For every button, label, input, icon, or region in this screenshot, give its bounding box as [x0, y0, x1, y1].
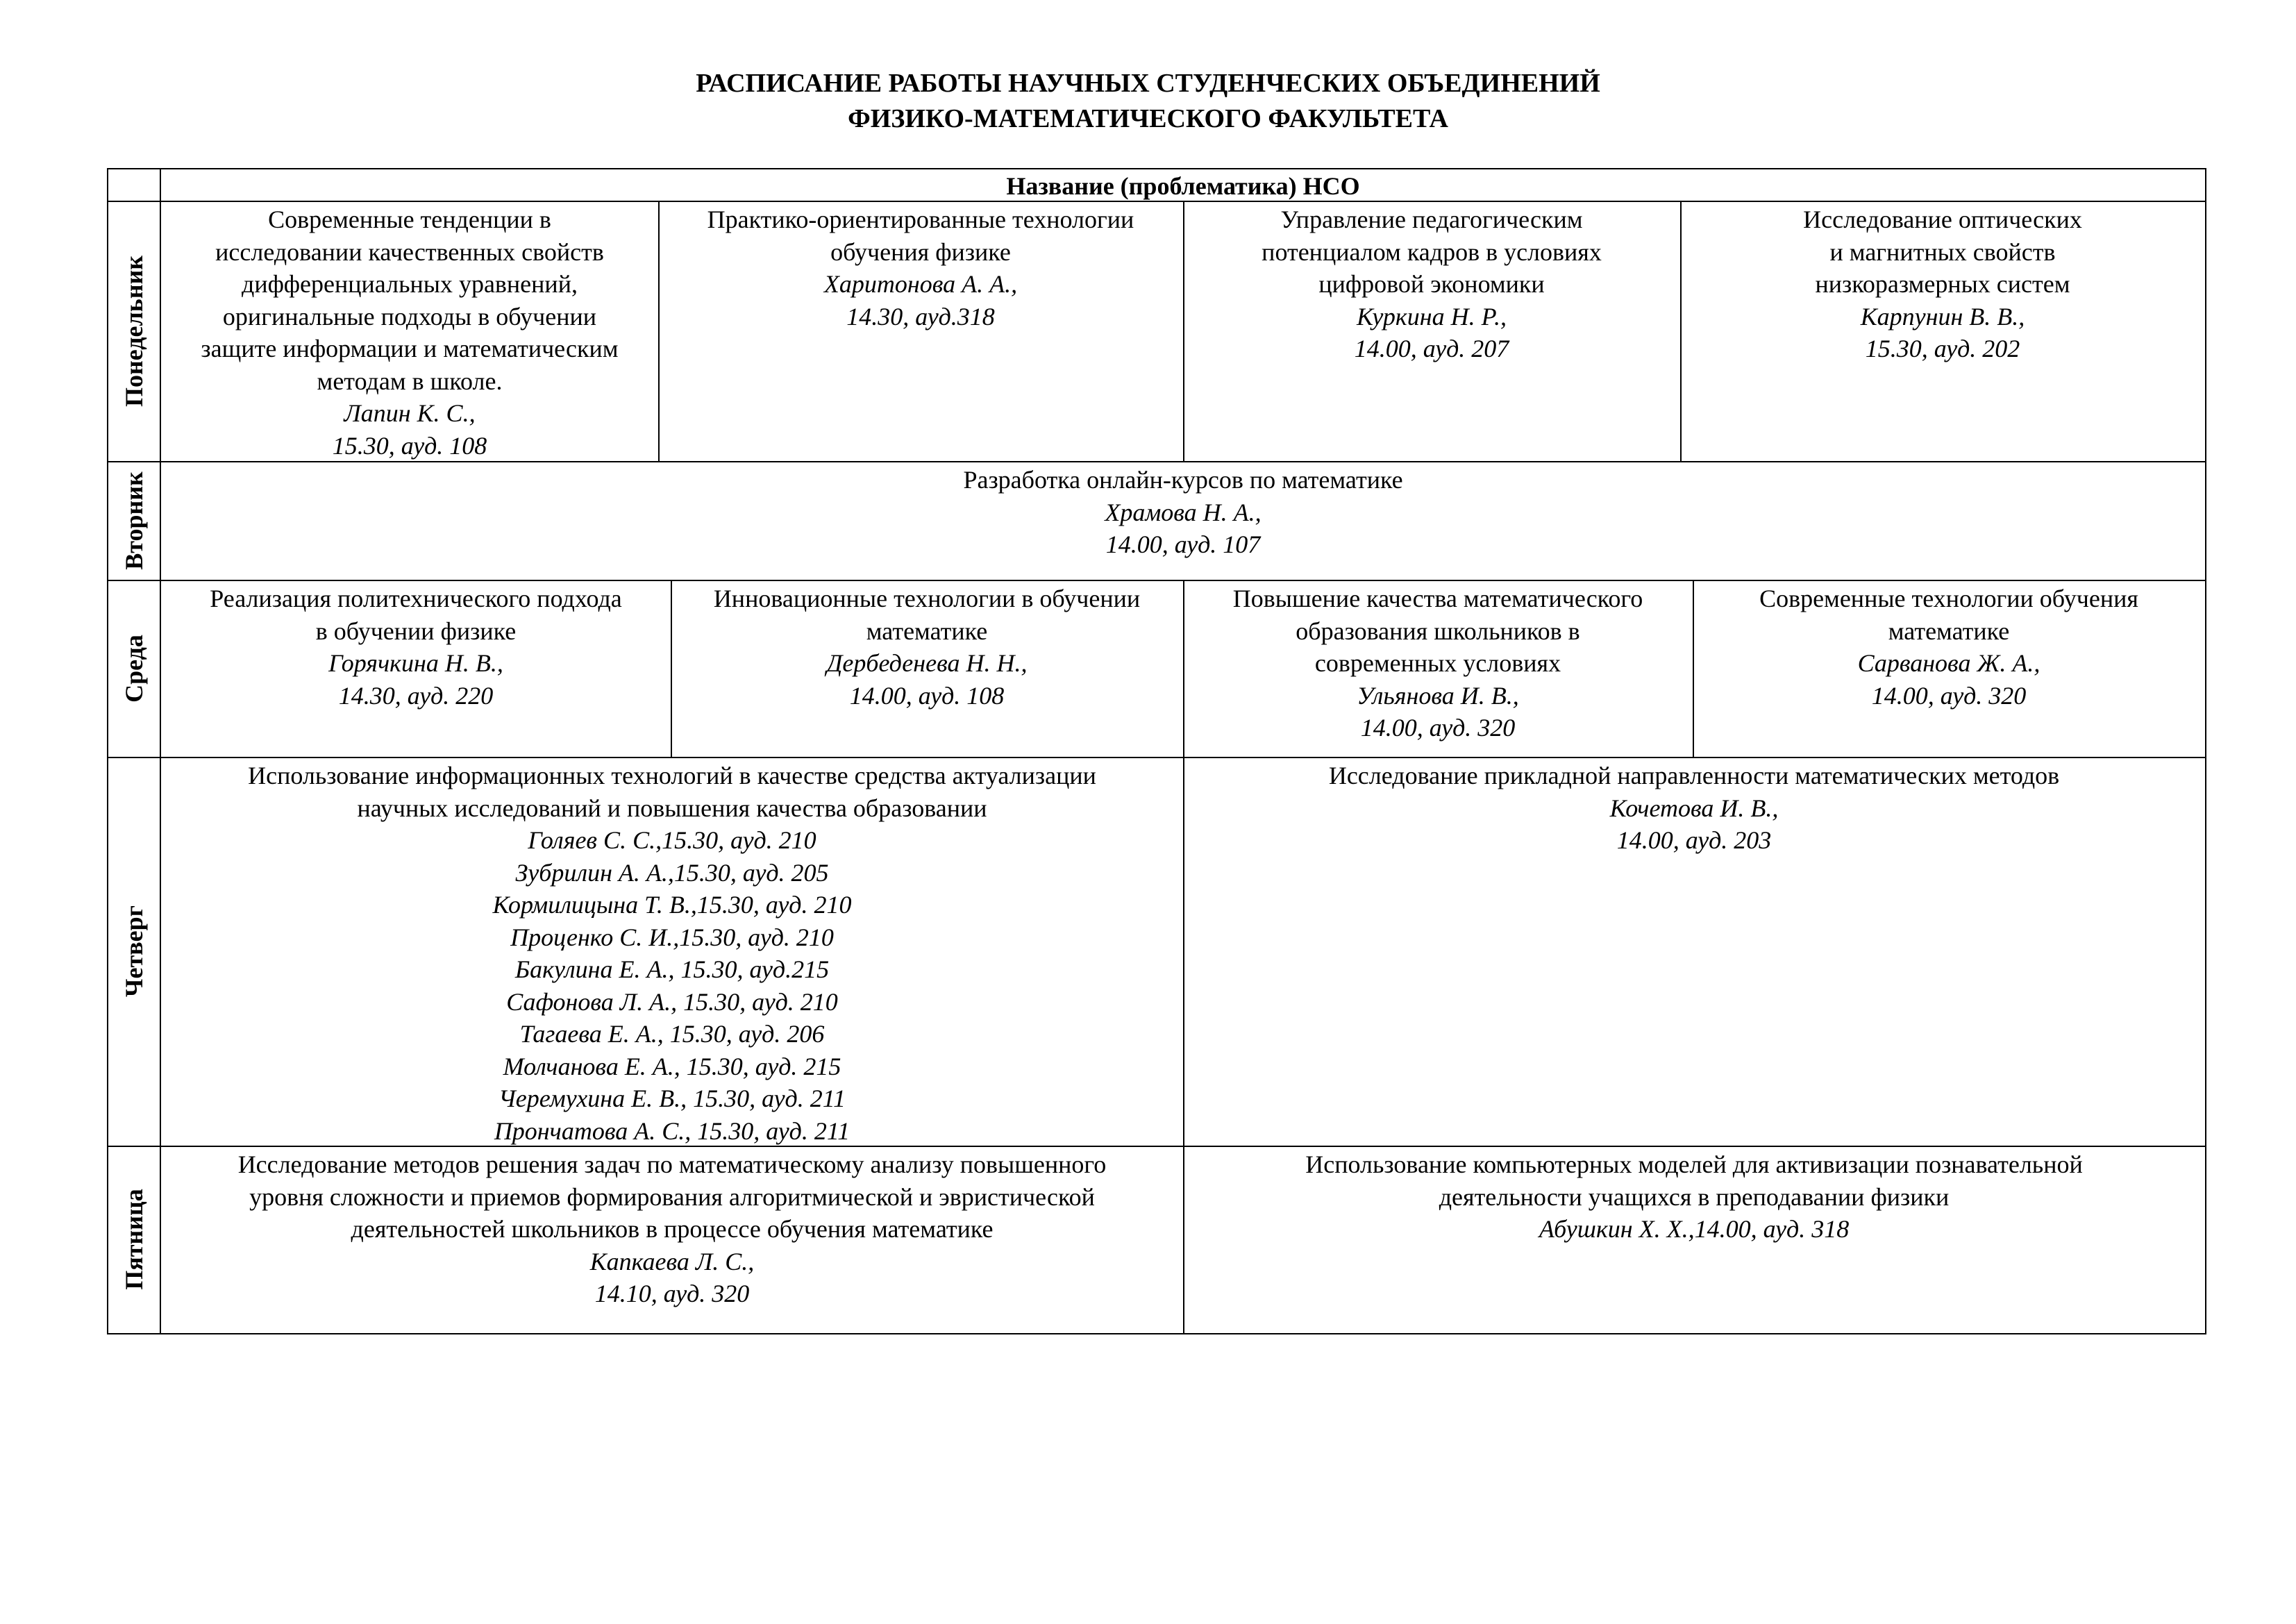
- schedule-cell-thursday-2: [1184, 760, 2204, 857]
- topic-line: Использование информационных технологий в качестве средства актуализации: [248, 762, 1096, 789]
- schedule-cell-monday-2: [660, 203, 1182, 333]
- topic-line: Современные тенденции в: [268, 206, 551, 233]
- topic-line: обучения физике: [830, 237, 1011, 266]
- schedule-cell-wednesday-1: [162, 583, 669, 712]
- day-name: Пятница: [120, 1189, 148, 1290]
- topic-line: исследовании качественных свойств: [215, 237, 604, 266]
- topic-line: уровня сложности и приемов формирования алгоритмической и эвристической: [249, 1182, 1095, 1211]
- schedule-cell-friday-1: [162, 1148, 1182, 1310]
- leader-entry: Тагаева Е. А., 15.30, ауд. 206: [519, 1020, 825, 1048]
- time-room: 14.00, ауд. 207: [1354, 335, 1509, 362]
- schedule-cell-monday-4: [1682, 203, 2204, 365]
- topic-line: цифровой экономики: [1318, 270, 1545, 298]
- schedule-cell-wednesday-4: [1694, 583, 2204, 712]
- time-room: 14.10, ауд. 320: [594, 1280, 750, 1307]
- day-label-wednesday: [107, 580, 161, 757]
- topic-line: математике: [1888, 617, 2010, 645]
- topic-line: деятельностей школьников в процессе обучения математике: [351, 1215, 994, 1243]
- time-room: 14.30, ауд. 220: [338, 681, 494, 710]
- leader-entry: Молчанова Е. А., 15.30, ауд. 215: [503, 1052, 841, 1080]
- leader-entry: Зубрилин А. А.,15.30, ауд. 205: [515, 858, 829, 887]
- document-title-line2: ФИЗИКО-МАТЕМАТИЧЕСКОГО ФАКУЛЬТЕТА: [848, 104, 1448, 133]
- topic-line: современных условиях: [1314, 649, 1561, 677]
- topic-line: оригинальные подходы в обучении: [222, 302, 597, 330]
- topic-line: Управление педагогическим: [1280, 206, 1583, 233]
- topic-line: дифференциальных уравнений,: [242, 270, 578, 298]
- topic-line: Современные технологии обучения: [1759, 585, 2138, 612]
- topic-line: научных исследований и повышения качества образовании: [357, 794, 987, 822]
- leader-entry: Сафонова Л. А., 15.30, ауд. 210: [506, 987, 838, 1016]
- table-row-divider: [107, 757, 2206, 758]
- leader-name: Сарванова Ж. А.,: [1857, 649, 2041, 677]
- leader-name: Капкаева Л. С.,: [589, 1247, 755, 1275]
- day-name: Понедельник: [120, 255, 148, 407]
- topic-line: Исследование оптических: [1803, 206, 2082, 233]
- topic-line: Исследование прикладной направленности математических методов: [1328, 762, 2060, 789]
- topic-line: Исследование методов решения задач по математическому анализу повышенного: [237, 1150, 1107, 1178]
- table-row-divider: [107, 580, 2206, 581]
- schedule-cell-wednesday-3: [1184, 583, 1691, 744]
- topic-line: защите информации и математическим: [201, 335, 619, 362]
- leader-name: Куркина Н. Р.,: [1357, 302, 1507, 330]
- day-label-monday: [107, 201, 161, 461]
- topic-line: Практико-ориентированные технологии: [707, 206, 1134, 233]
- leader-entry: Кормилицына Т. В.,15.30, ауд. 210: [492, 891, 852, 919]
- time-room: 14.00, ауд. 203: [1616, 826, 1772, 854]
- topic-line: образования школьников в: [1296, 617, 1580, 645]
- time-room: 15.30, ауд. 108: [332, 431, 487, 460]
- day-name: Среда: [120, 634, 148, 703]
- schedule-cell-friday-2: [1184, 1148, 2204, 1246]
- leader-name: Харитонова А. А.,: [823, 270, 1018, 298]
- schedule-cell-wednesday-2: [672, 583, 1182, 712]
- table-border-top: [107, 168, 2206, 169]
- topic-line: в обучении физике: [315, 617, 517, 645]
- leader-entry: Черемухина Е. В., 15.30, ауд. 211: [498, 1085, 846, 1112]
- topic-line: деятельности учащихся в преподавании физики: [1439, 1182, 1950, 1211]
- topic-line: потенциалом кадров в условиях: [1262, 237, 1602, 266]
- table-border-bottom: [107, 1333, 2206, 1334]
- leader-entry: Проценко С. И.,15.30, ауд. 210: [510, 923, 834, 951]
- table-border-right: [2205, 168, 2206, 1334]
- leader-name: Кочетова И. В.,: [1609, 794, 1779, 822]
- schedule-cell-tuesday: [162, 464, 2204, 561]
- day-name: Четверг: [120, 905, 148, 997]
- day-label-tuesday: [107, 461, 161, 580]
- topic-line: Инновационные технологии в обучении: [713, 585, 1141, 612]
- leader-entry: Прончатова А. С., 15.30, ауд. 211: [494, 1116, 850, 1145]
- leader-entry: Бакулина Е. А., 15.30, ауд.215: [514, 955, 830, 983]
- leader-entry: Абушкин Х. Х.,14.00, ауд. 318: [1539, 1215, 1850, 1243]
- time-room: 14.30, ауд.318: [846, 302, 995, 330]
- topic-line: Использование компьютерных моделей для активизации познавательной: [1305, 1150, 2083, 1178]
- topic-line: Реализация политехнического подхода: [210, 585, 622, 612]
- time-room: 15.30, ауд. 202: [1865, 335, 2020, 362]
- schedule-cell-monday-3: [1184, 203, 1679, 365]
- time-room: 14.00, ауд. 320: [1871, 681, 2027, 710]
- leader-name: Ульянова И. В.,: [1357, 681, 1519, 710]
- table-header: Название (проблематика) НСО: [1006, 172, 1360, 200]
- topic-line: Повышение качества математического: [1232, 585, 1643, 612]
- leader-name: Горячкина Н. В.,: [328, 649, 503, 677]
- topic-line: Разработка онлайн-курсов по математике: [963, 466, 1403, 494]
- topic-line: и магнитных свойств: [1829, 237, 2056, 266]
- topic-line: методам в школе.: [317, 367, 503, 395]
- leader-entry: Голяев С. С.,15.30, ауд. 210: [528, 826, 816, 854]
- leader-name: Лапин К. С.,: [344, 399, 476, 427]
- day-name: Вторник: [120, 471, 148, 570]
- leader-name: Дербеденева Н. Н.,: [826, 649, 1028, 677]
- topic-line: низкоразмерных систем: [1815, 270, 2070, 298]
- day-label-thursday: [107, 757, 161, 1146]
- leader-name: Храмова Н. А.,: [1105, 498, 1262, 526]
- topic-line: математике: [866, 617, 988, 645]
- day-label-friday: [107, 1146, 161, 1333]
- time-room: 14.00, ауд. 108: [849, 681, 1005, 710]
- leader-name: Карпунин В. В.,: [1860, 302, 2025, 330]
- schedule-cell-monday-1: [162, 203, 657, 462]
- document-title-line1: РАСПИСАНИЕ РАБОТЫ НАУЧНЫХ СТУДЕНЧЕСКИХ ОБЪЕДИНЕНИЙ: [696, 69, 1600, 98]
- time-room: 14.00, ауд. 107: [1105, 530, 1261, 558]
- time-room: 14.00, ауд. 320: [1360, 714, 1516, 742]
- schedule-cell-thursday-1: [162, 760, 1182, 1147]
